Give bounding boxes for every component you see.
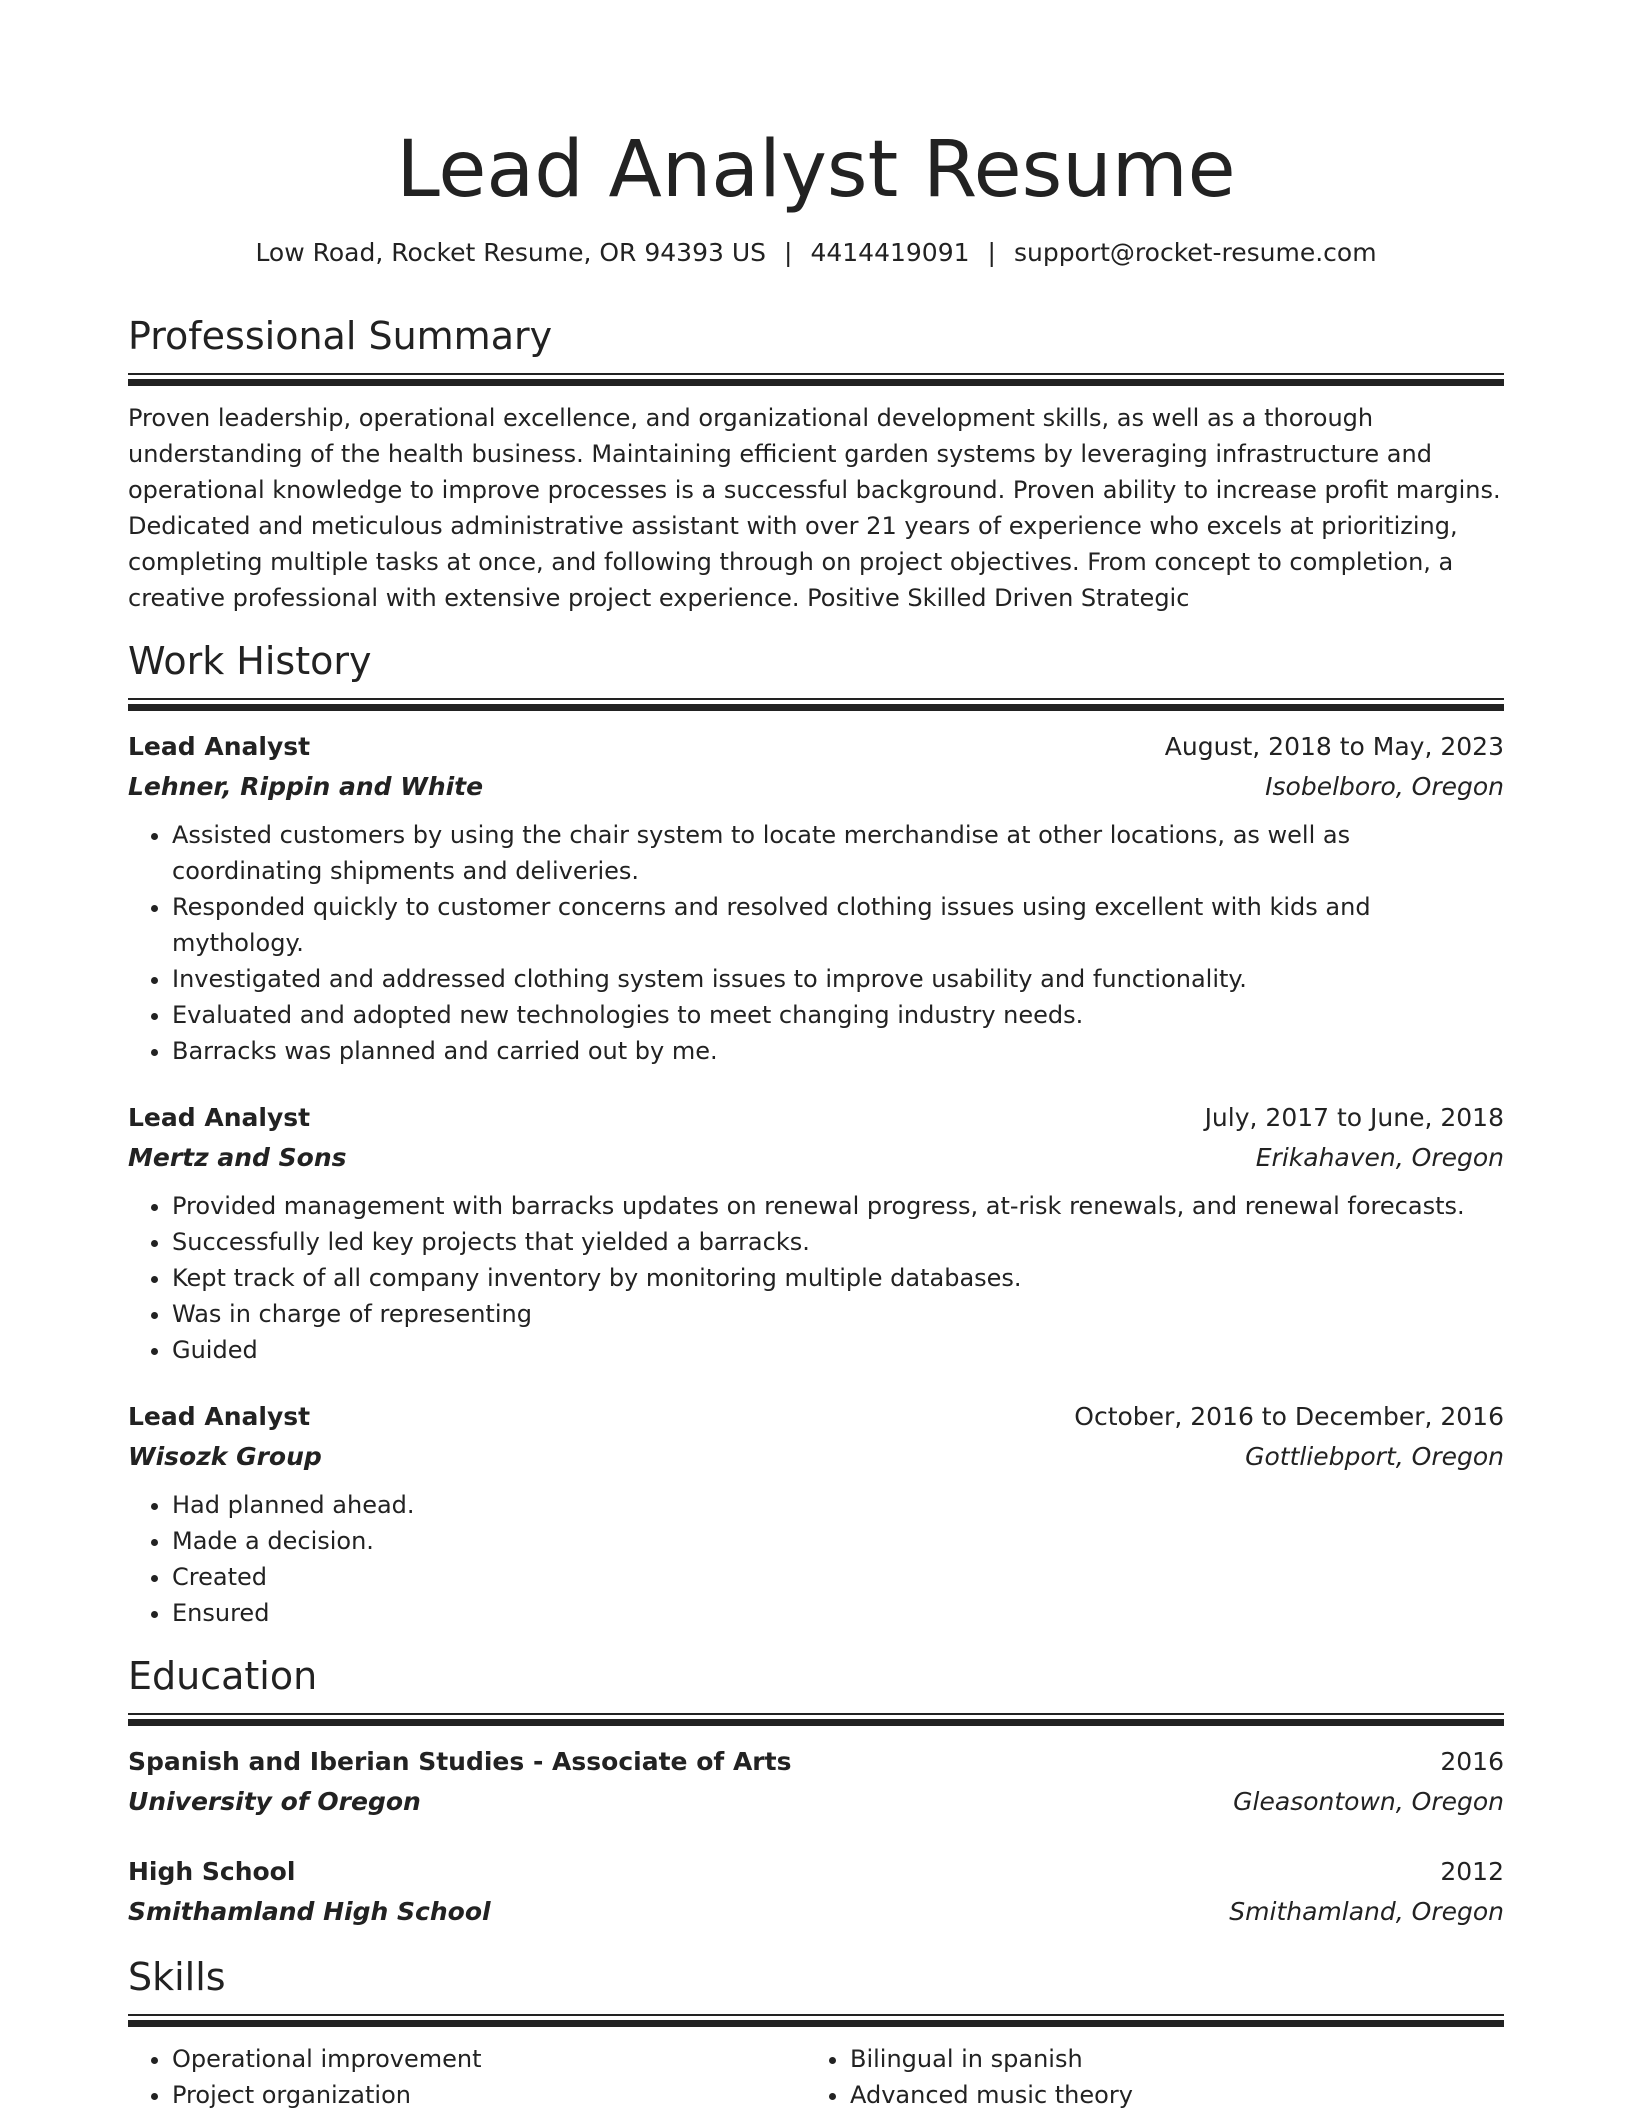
education-year: 2012 — [1440, 1857, 1504, 1886]
job-location: Isobelboro, Oregon — [1265, 772, 1504, 801]
education-entry — [128, 1852, 1504, 1932]
contact-address: Low Road, Rocket Resume, OR 94393 US — [255, 238, 767, 267]
list-item: • Responded quickly to customer concerns and resolved clothing issues using excellent with kids and mythology. — [172, 889, 1504, 961]
skills-list-left — [128, 2041, 806, 2113]
job-header-row — [128, 1098, 1504, 1138]
job-dates: July, 2017 to June, 2018 — [1204, 1103, 1504, 1132]
job-duties-list — [128, 1487, 1504, 1631]
section-divider — [128, 698, 1504, 711]
skills-section — [128, 1952, 1504, 2113]
job-company-row — [128, 767, 1504, 807]
summary-heading: Professional Summary — [128, 314, 553, 358]
education-heading: Education — [128, 1654, 318, 1698]
education-school-row — [128, 1892, 1504, 1932]
education-entry — [128, 1742, 1504, 1822]
education-section — [128, 1651, 1504, 1932]
job-entry — [128, 727, 1504, 1069]
job-dates: August, 2018 to May, 2023 — [1164, 732, 1504, 761]
education-school: University of Oregon — [128, 1787, 421, 1816]
education-degree: High School — [128, 1857, 296, 1886]
list-item: • Advanced music theory — [850, 2077, 1484, 2113]
job-duties-list — [128, 1188, 1504, 1368]
skills-list-right — [806, 2041, 1484, 2113]
summary-section — [128, 311, 1504, 616]
section-divider — [128, 373, 1504, 386]
list-item: • Had planned ahead. — [172, 1487, 1504, 1523]
job-company-row — [128, 1138, 1504, 1178]
summary-text: Proven leadership, operational excellence, and organizational development skills, as well as a thorough understanding of the health business. Maintaining efficient garden systems by leveraging infrastructure and operational knowledge to improve processes is a successful background. Proven ability to increase profit margins. Dedicated and meticulous administrative assistant with over 21 years of experience who excels at prioritizing, completing multiple tasks at once, and following through on project objectives. From concept to completion, a creative professional with extensive project experience. Positive Skilled Driven Strategic — [128, 404, 1501, 612]
job-location: Gottliebport, Oregon — [1245, 1442, 1504, 1471]
job-title: Lead Analyst — [128, 1103, 311, 1132]
work-history-heading: Work History — [128, 639, 372, 683]
job-entry — [128, 1397, 1504, 1631]
education-header-row — [128, 1742, 1504, 1782]
job-title: Lead Analyst — [128, 732, 311, 761]
job-header-row — [128, 1397, 1504, 1437]
skills-columns — [128, 2041, 1504, 2113]
list-item: • Kept track of all company inventory by monitoring multiple databases. — [172, 1260, 1504, 1296]
skills-heading: Skills — [128, 1955, 226, 1999]
job-entry — [128, 1098, 1504, 1368]
job-header-row — [128, 727, 1504, 767]
list-item: • Created — [172, 1559, 1504, 1595]
education-year: 2016 — [1440, 1747, 1504, 1776]
job-company: Wisozk Group — [128, 1442, 322, 1471]
education-school: Smithamland High School — [128, 1897, 491, 1926]
list-item: • Bilingual in spanish — [850, 2041, 1484, 2077]
list-item: • Guided — [172, 1332, 1504, 1368]
education-school-row — [128, 1782, 1504, 1822]
list-item: • Project organization — [172, 2077, 806, 2113]
list-item: • Ensured — [172, 1595, 1504, 1631]
job-duties-list — [128, 817, 1504, 1069]
job-company: Lehner, Rippin and White — [128, 772, 484, 801]
job-company-row — [128, 1437, 1504, 1477]
resume-page — [128, 0, 1504, 2113]
job-location: Erikahaven, Oregon — [1255, 1143, 1504, 1172]
list-item: • Operational improvement — [172, 2041, 806, 2077]
list-item: • Barracks was planned and carried out by me. — [172, 1033, 1504, 1069]
education-location: Smithamland, Oregon — [1229, 1897, 1504, 1926]
list-item: • Made a decision. — [172, 1523, 1504, 1559]
list-item: • Successfully led key projects that yielded a barracks. — [172, 1224, 1504, 1260]
section-divider — [128, 2014, 1504, 2027]
contact-separator: | — [784, 238, 793, 267]
contact-phone: 4414419091 — [810, 238, 970, 267]
list-item: • Investigated and addressed clothing system issues to improve usability and functionality. — [172, 961, 1504, 997]
job-company: Mertz and Sons — [128, 1143, 347, 1172]
contact-separator: | — [987, 238, 996, 267]
education-header-row — [128, 1852, 1504, 1892]
contact-line — [128, 236, 1504, 270]
list-item: • Provided management with barracks updates on renewal progress, at-risk renewals, and renewal forecasts. — [172, 1188, 1504, 1224]
list-item: • Assisted customers by using the chair system to locate merchandise at other locations, as well as coordinating shipments and deliveries. — [172, 817, 1504, 889]
contact-email: support@rocket-resume.com — [1013, 238, 1377, 267]
job-dates: October, 2016 to December, 2016 — [1074, 1402, 1504, 1431]
list-item: • Was in charge of representing — [172, 1296, 1504, 1332]
list-item: • Evaluated and adopted new technologies to meet changing industry needs. — [172, 997, 1504, 1033]
education-location: Gleasontown, Oregon — [1233, 1787, 1504, 1816]
resume-title: Lead Analyst Resume — [396, 125, 1236, 215]
job-title: Lead Analyst — [128, 1402, 311, 1431]
section-divider — [128, 1713, 1504, 1726]
education-degree: Spanish and Iberian Studies - Associate of Arts — [128, 1747, 792, 1776]
work-history-section — [128, 636, 1504, 1631]
